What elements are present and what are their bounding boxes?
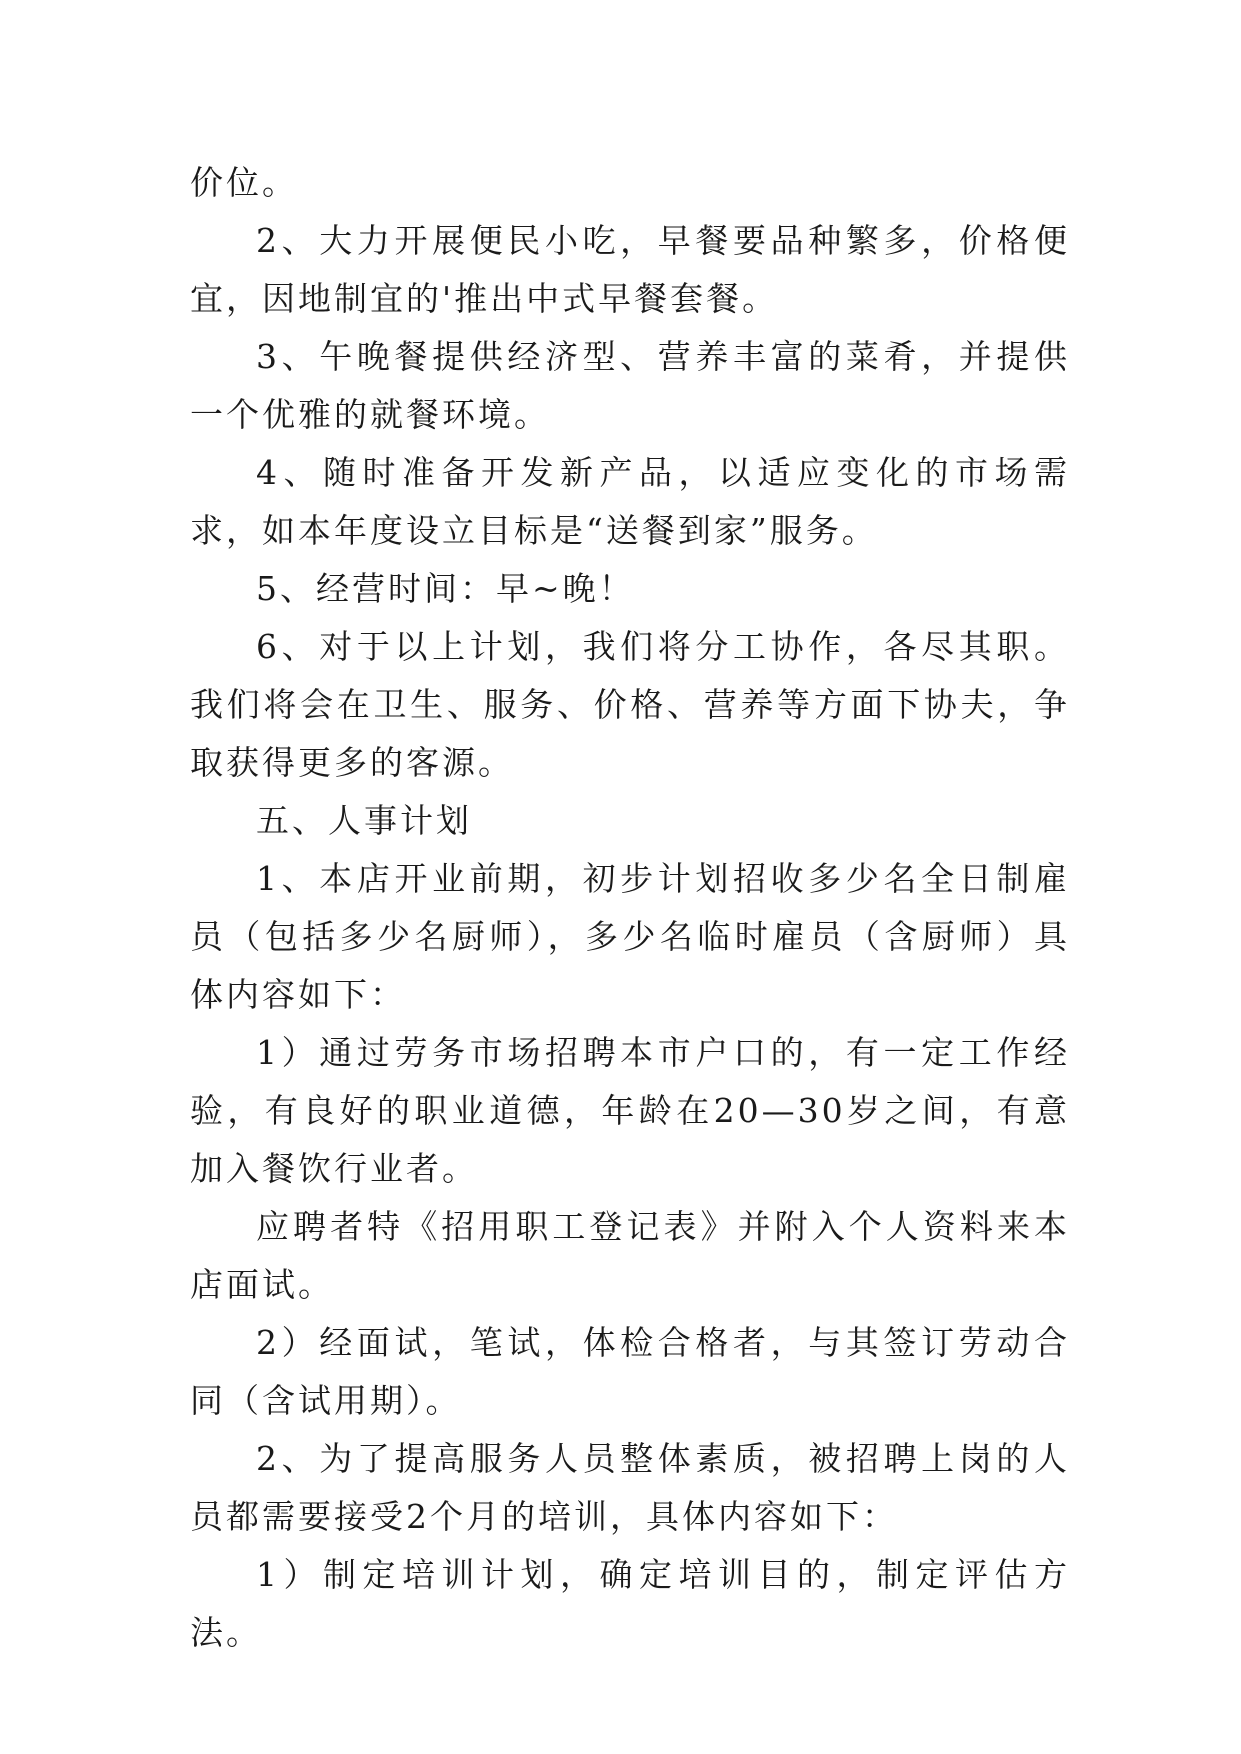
paragraph-labor-market: 1）通过劳务市场招聘本市户口的，有一定工作经验，有良好的职业道德，年龄在20—30岁之间，有意加入餐饮行业者。: [190, 1033, 1070, 1188]
section-heading-personnel: 五、人事计划: [256, 801, 472, 840]
document-body: [190, 154, 1070, 1662]
paragraph-cooperation: 6、对于以上计划，我们将分工协作，各尽其职。我们将会在卫生、服务、价格、营养等方面下协夫，争取获得更多的客源。: [190, 627, 1070, 782]
paragraph-training-plan: 1）制定培训计划，确定培训目的，制定评估方法。: [190, 1555, 1070, 1652]
paragraph-lunch-dinner: 3、午晚餐提供经济型、营养丰富的菜肴，并提供一个优雅的就餐环境。: [190, 337, 1070, 434]
paragraph-training: 2、为了提高服务人员整体素质，被招聘上岗的人员都需要接受2个月的培训，具体内容如下：: [190, 1439, 1070, 1536]
paragraph-business-hours: 5、经营时间：早~晚！: [256, 569, 635, 608]
paragraph-new-products: 4、随时准备开发新产品，以适应变化的市场需求，如本年度设立目标是“送餐到家”服务。: [190, 453, 1070, 550]
paragraph-application: 应聘者特《招用职工登记表》并附入个人资料来本店面试。: [190, 1207, 1070, 1304]
paragraph-continuation: 价位。: [190, 163, 298, 202]
paragraph-recruitment: 1、本店开业前期，初步计划招收多少名全日制雇员（包括多少名厨师），多少名临时雇员（含厨师）具体内容如下：: [190, 859, 1070, 1014]
paragraph-contract: 2）经面试，笔试，体检合格者，与其签订劳动合同（含试用期）。: [190, 1323, 1070, 1420]
paragraph-breakfast: 2、大力开展便民小吃，早餐要品种繁多，价格便宜，因地制宜的'推出中式早餐套餐。: [190, 221, 1070, 318]
